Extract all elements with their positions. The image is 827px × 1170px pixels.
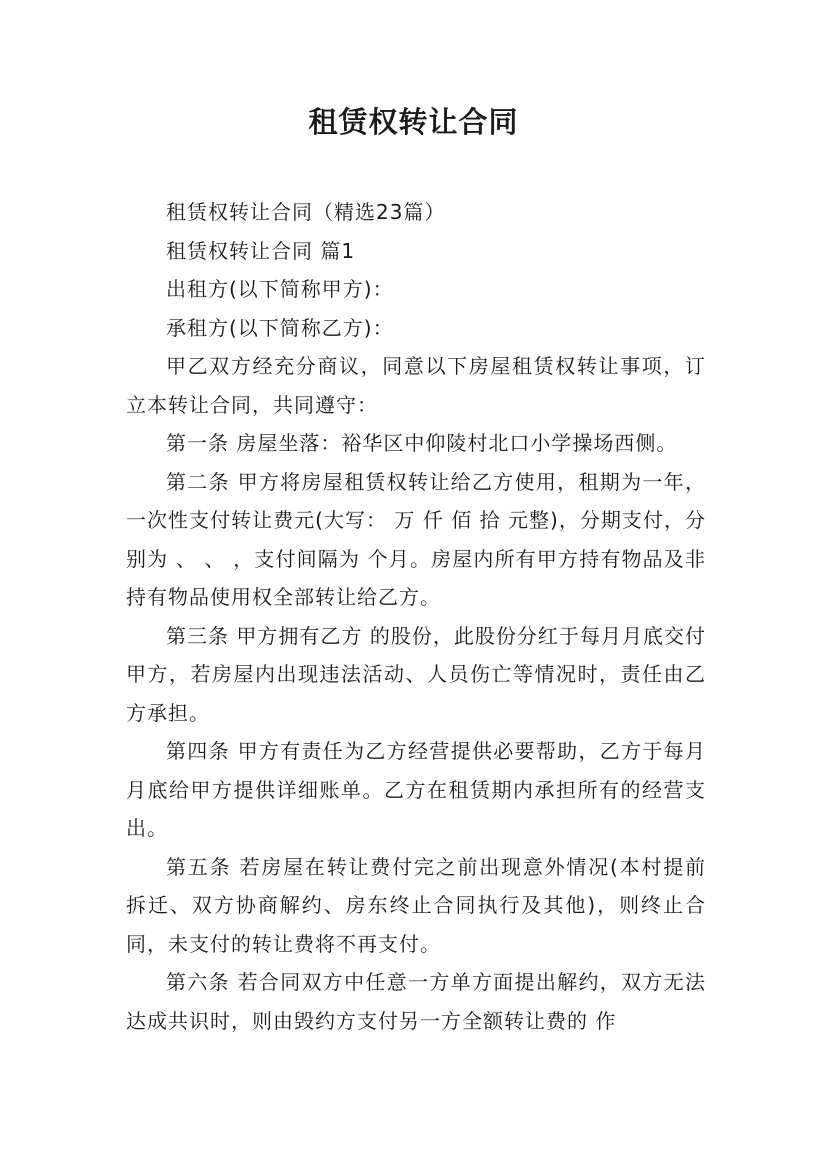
paragraph-lessee: 承租方(以下简称乙方)： xyxy=(166,315,394,340)
paragraph-article-1: 第一条 房屋坐落：裕华区中仰陵村北口小学操场西侧。 xyxy=(166,431,678,455)
paragraph-lessor: 出租方(以下简称甲方)： xyxy=(166,277,394,301)
paragraph-section-heading: 租赁权转让合同 篇1 xyxy=(166,238,356,263)
paragraph-subtitle: 租赁权转让合同（精选23篇） xyxy=(166,200,446,224)
paragraph-article-6: 第六条 若合同双方中任意一方单方面提出解约，双方无法达成共识时，则由毁约方支付另一方全额转让费的 作 xyxy=(126,970,706,1033)
document-title: 租赁权转让合同 xyxy=(308,105,519,139)
paragraph-article-3: 第三条 甲方拥有乙方 的股份，此股份分红于每月月底交付甲方，若房屋内出现违法活动、人员伤亡等情况时，责任由乙方承担。 xyxy=(126,623,706,725)
paragraph-article-4: 第四条 甲方有责任为乙方经营提供必要帮助，乙方于每月月底给甲方提供详细账单。乙方在租赁期内承担所有的经营支出。 xyxy=(126,739,706,840)
paragraph-article-5: 第五条 若房屋在转让费付完之前出现意外情况(本村提前拆迁、双方协商解约、房东终止合同执行及其他)，则终止合同，未支付的转让费将不再支付。 xyxy=(126,854,706,956)
paragraph-article-2: 第二条 甲方将房屋租赁权转让给乙方使用，租期为一年，一次性支付转让费元(大写： 万 仟 佰 拾 元整)，分期支付，分别为 、 、 ，支付间隔为 个月。房屋内所有甲方持有物品及非持有物品使用权全部转让给乙方。 xyxy=(126,469,706,609)
paragraph-preamble: 甲乙双方经充分商议，同意以下房屋租赁权转让事项，订立本转让合同，共同遵守： xyxy=(126,354,706,417)
document-body xyxy=(126,193,706,1040)
